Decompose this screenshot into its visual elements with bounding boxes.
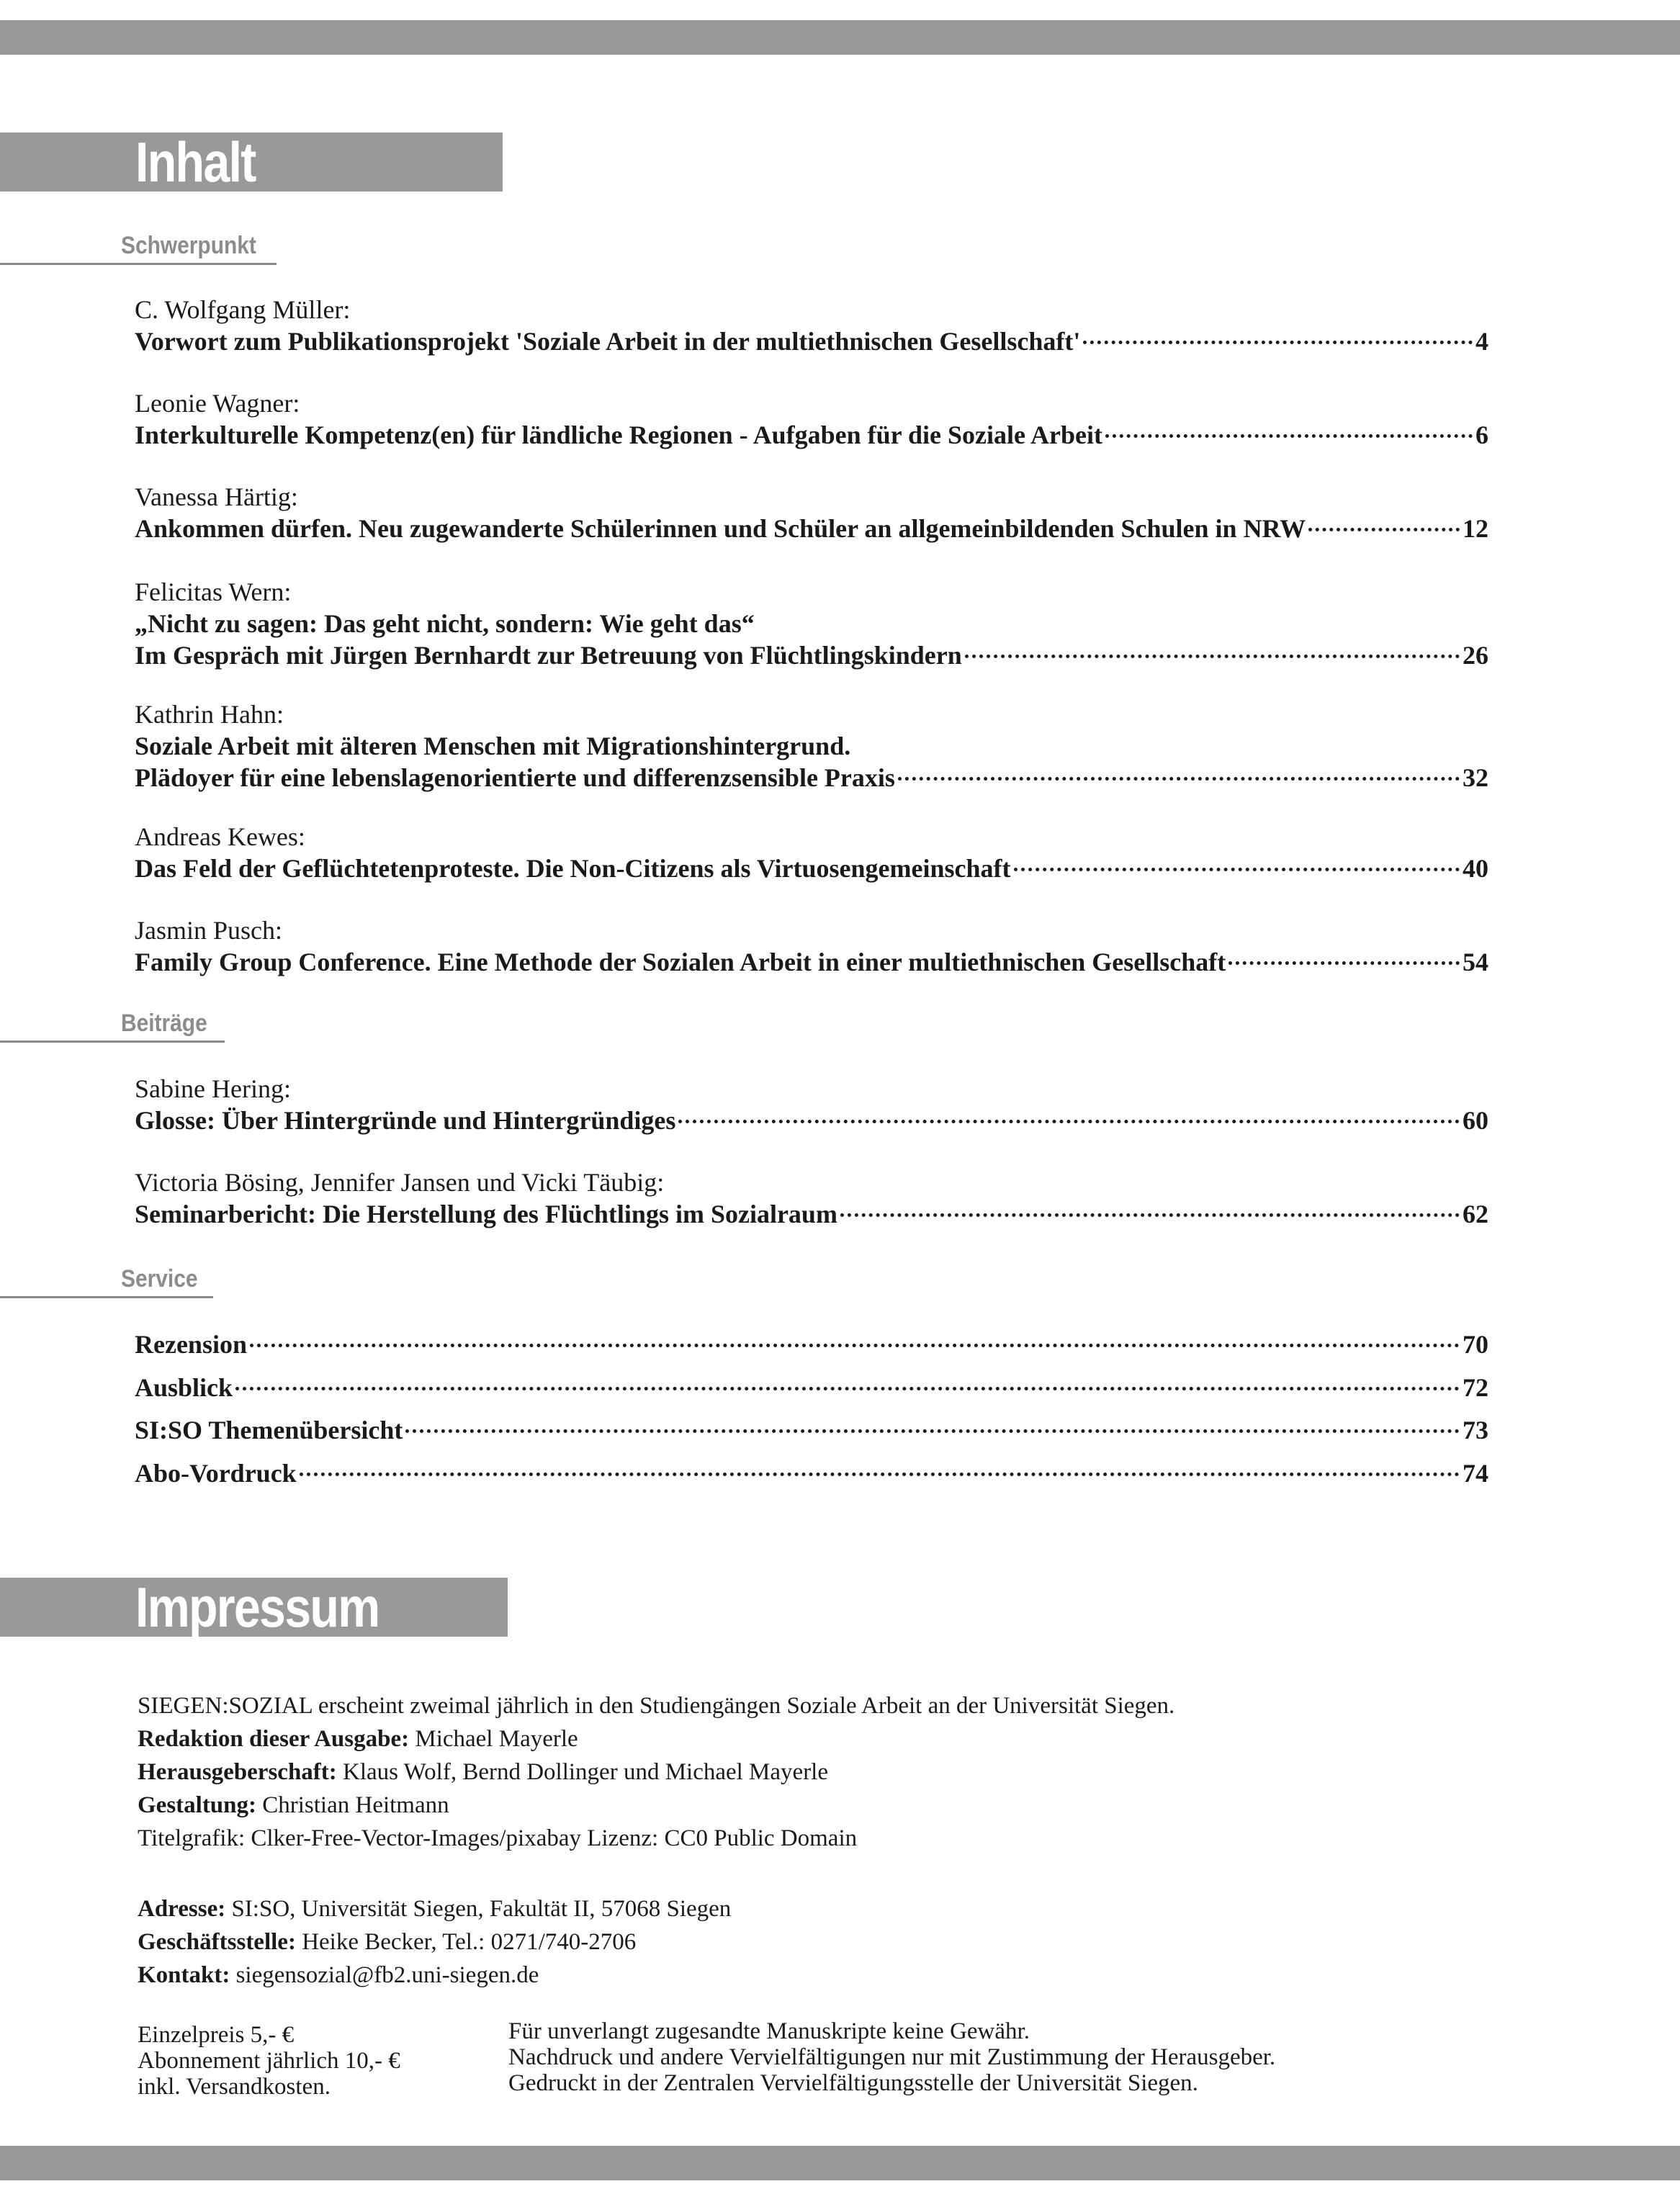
toc-title-line <box>135 419 1488 451</box>
toc-title-line <box>135 1329 1488 1360</box>
toc-title: Abo-Vordruck <box>135 1459 297 1488</box>
toc-title: Glosse: Über Hintergründe und Hintergründiges <box>135 1106 676 1135</box>
toc-title: Das Feld der Geflüchtetenproteste. Die Non-Citizens als Virtuosengemeinschaft <box>135 854 1011 883</box>
toc-page-number: 6 <box>1475 421 1488 449</box>
toc-author: Felicitas Wern: <box>135 577 292 606</box>
toc-title-line <box>135 1198 1488 1230</box>
toc-author: Leonie Wagner: <box>135 389 300 418</box>
toc-entry <box>135 1073 1488 1136</box>
category-service <box>0 1265 213 1298</box>
toc-page-number: 73 <box>1463 1416 1488 1444</box>
impressum-contact-block <box>138 1892 731 1992</box>
impressum-value: Christian Heitmann <box>256 1792 449 1818</box>
toc-title-line <box>135 1372 1488 1403</box>
toc-title: Interkulturelle Kompetenz(en) für ländliche Regionen - Aufgaben für die Soziale Arbeit <box>135 421 1102 449</box>
toc-entry <box>135 914 1488 978</box>
leader-dots <box>840 1213 1460 1217</box>
service-entry <box>135 1372 1488 1403</box>
toc-entry <box>135 481 1488 544</box>
impressum-kontakt <box>138 1959 731 1992</box>
toc-author: Kathrin Hahn: <box>135 700 284 729</box>
impressum-value: SI:SO, Universität Siegen, Fakultät II, 57068 Siegen <box>225 1896 732 1922</box>
toc-title-line <box>135 639 1488 671</box>
leader-dots <box>250 1344 1460 1347</box>
toc-page-number: 26 <box>1463 641 1488 670</box>
toc-title: Ankommen dürfen. Neu zugewanderte Schülerinnen und Schüler an allgemeinbildenden Schulen in NRW <box>135 514 1306 543</box>
impressum-block <box>138 1689 1174 1855</box>
leader-dots <box>235 1387 1460 1390</box>
toc-title-line <box>135 946 1488 978</box>
toc-title: Seminarbericht: Die Herstellung des Flüchtlings im Sozialraum <box>135 1200 837 1228</box>
toc-entry <box>135 1167 1488 1230</box>
impressum-intro: SIEGEN:SOZIAL erscheint zweimal jährlich in den Studiengängen Soziale Arbeit an der Universität Siegen. <box>138 1693 1175 1719</box>
toc-author: Sabine Hering: <box>135 1074 291 1103</box>
leader-dots <box>965 655 1460 658</box>
price-line: inkl. Versandkosten. <box>138 2074 331 2100</box>
toc-author: C. Wolfgang Müller: <box>135 295 351 324</box>
impressum-label: Herausgeberschaft: <box>138 1759 337 1785</box>
toc-page-number: 72 <box>1463 1373 1488 1402</box>
toc-title: Rezension <box>135 1330 247 1359</box>
toc-title-line <box>135 325 1488 357</box>
leader-dots <box>1228 961 1460 965</box>
leader-dots <box>300 1473 1460 1476</box>
toc-author: Jasmin Pusch: <box>135 916 283 945</box>
toc-page-number: 74 <box>1463 1459 1488 1488</box>
service-entry <box>135 1414 1488 1446</box>
toc-title: Ausblick <box>135 1373 233 1402</box>
toc-page-number: 4 <box>1475 327 1488 356</box>
toc-title: Plädoyer für eine lebenslagenorientierte und differenzsensible Praxis <box>135 763 895 792</box>
toc-title: Family Group Conference. Eine Methode der Sozialen Arbeit in einer multiethnischen Gesellschaft <box>135 948 1226 976</box>
leader-dots <box>1083 341 1473 344</box>
service-entry <box>135 1457 1488 1489</box>
toc-author: Vanessa Härtig: <box>135 482 298 511</box>
leader-dots <box>1105 434 1473 438</box>
toc-page-number: 60 <box>1463 1106 1488 1135</box>
inhalt-heading: Inhalt <box>135 130 256 194</box>
bottom-decorative-bar <box>0 2146 1680 2180</box>
toc-title-line <box>135 762 1488 794</box>
impressum-value: Heike Becker, Tel.: 0271/740-2706 <box>295 1929 637 1955</box>
leader-dots <box>405 1429 1460 1433</box>
toc-entry <box>135 576 1488 671</box>
price-line: Abonnement jährlich 10,- € <box>138 2048 400 2074</box>
impressum-heading-banner <box>0 1575 508 1639</box>
impressum-label: Redaktion dieser Ausgabe: <box>138 1726 410 1752</box>
impressum-label: Adresse: <box>138 1896 226 1922</box>
toc-author: Andreas Kewes: <box>135 822 305 851</box>
toc-page-number: 32 <box>1463 763 1488 792</box>
leader-dots <box>678 1120 1460 1123</box>
category-service-label: Service <box>121 1265 198 1293</box>
toc-title-line <box>135 513 1488 544</box>
impressum-value: Klaus Wolf, Bernd Dollinger und Michael Mayerle <box>336 1759 829 1785</box>
toc-title-line <box>135 853 1488 884</box>
toc-title-line <box>135 1105 1488 1136</box>
toc-page-number: 12 <box>1463 514 1488 543</box>
leader-dots <box>1014 868 1460 871</box>
impressum-herausgeber <box>138 1756 1174 1789</box>
impressum-titelgrafik: Titelgrafik: Clker-Free-Vector-Images/pixabay Lizenz: CC0 Public Domain <box>138 1825 858 1851</box>
impressum-label: Kontakt: <box>138 1962 230 1988</box>
legal-notice <box>508 2018 1275 2096</box>
impressum-gestaltung <box>138 1789 1174 1822</box>
price-info <box>138 2022 400 2100</box>
toc-page-number: 62 <box>1463 1200 1488 1228</box>
category-schwerpunkt-label: Schwerpunkt <box>121 232 256 259</box>
top-decorative-bar <box>0 20 1680 55</box>
impressum-geschaeftsstelle <box>138 1925 731 1959</box>
toc-entry <box>135 294 1488 357</box>
leader-dots <box>898 777 1460 781</box>
toc-page-number: 54 <box>1463 948 1488 976</box>
category-beitraege-label: Beiträge <box>121 1010 207 1037</box>
notice-line: Für unverlangt zugesandte Manuskripte keine Gewähr. <box>508 2018 1030 2044</box>
impressum-value: siegensozial@fb2.uni-siegen.de <box>230 1962 539 1988</box>
toc-title: „Nicht zu sagen: Das geht nicht, sondern: Wie geht das“ <box>135 609 755 638</box>
toc-title-line <box>135 1457 1488 1489</box>
price-line: Einzelpreis 5,- € <box>138 2022 295 2048</box>
toc-entry <box>135 387 1488 451</box>
impressum-value: Michael Mayerle <box>409 1726 578 1752</box>
impressum-redaktion <box>138 1722 1174 1756</box>
inhalt-heading-banner <box>0 132 503 192</box>
toc-title: Im Gespräch mit Jürgen Bernhardt zur Betreuung von Flüchtlingskindern <box>135 641 962 670</box>
category-beitraege <box>0 1010 225 1043</box>
toc-page-number: 40 <box>1463 854 1488 883</box>
impressum-heading: Impressum <box>135 1575 379 1639</box>
toc-entry <box>135 698 1488 794</box>
toc-title: Soziale Arbeit mit älteren Menschen mit Migrationshintergrund. <box>135 732 851 760</box>
toc-entry <box>135 821 1488 884</box>
impressum-adresse <box>138 1892 731 1925</box>
toc-title-line <box>135 1414 1488 1446</box>
impressum-label: Geschäftsstelle: <box>138 1929 296 1955</box>
category-schwerpunkt <box>0 232 277 265</box>
toc-title: SI:SO Themenübersicht <box>135 1416 403 1444</box>
notice-line: Nachdruck und andere Vervielfältigungen nur mit Zustimmung der Herausgeber. <box>508 2044 1276 2070</box>
impressum-label: Gestaltung: <box>138 1792 256 1818</box>
toc-author: Victoria Bösing, Jennifer Jansen und Vicki Täubig: <box>135 1168 665 1197</box>
leader-dots <box>1308 528 1460 531</box>
service-entry <box>135 1329 1488 1360</box>
toc-page-number: 70 <box>1463 1330 1488 1359</box>
toc-title: Vorwort zum Publikationsprojekt 'Soziale Arbeit in der multiethnischen Gesellschaft' <box>135 327 1081 356</box>
notice-line: Gedruckt in der Zentralen Vervielfältigungsstelle der Universität Siegen. <box>508 2070 1198 2096</box>
